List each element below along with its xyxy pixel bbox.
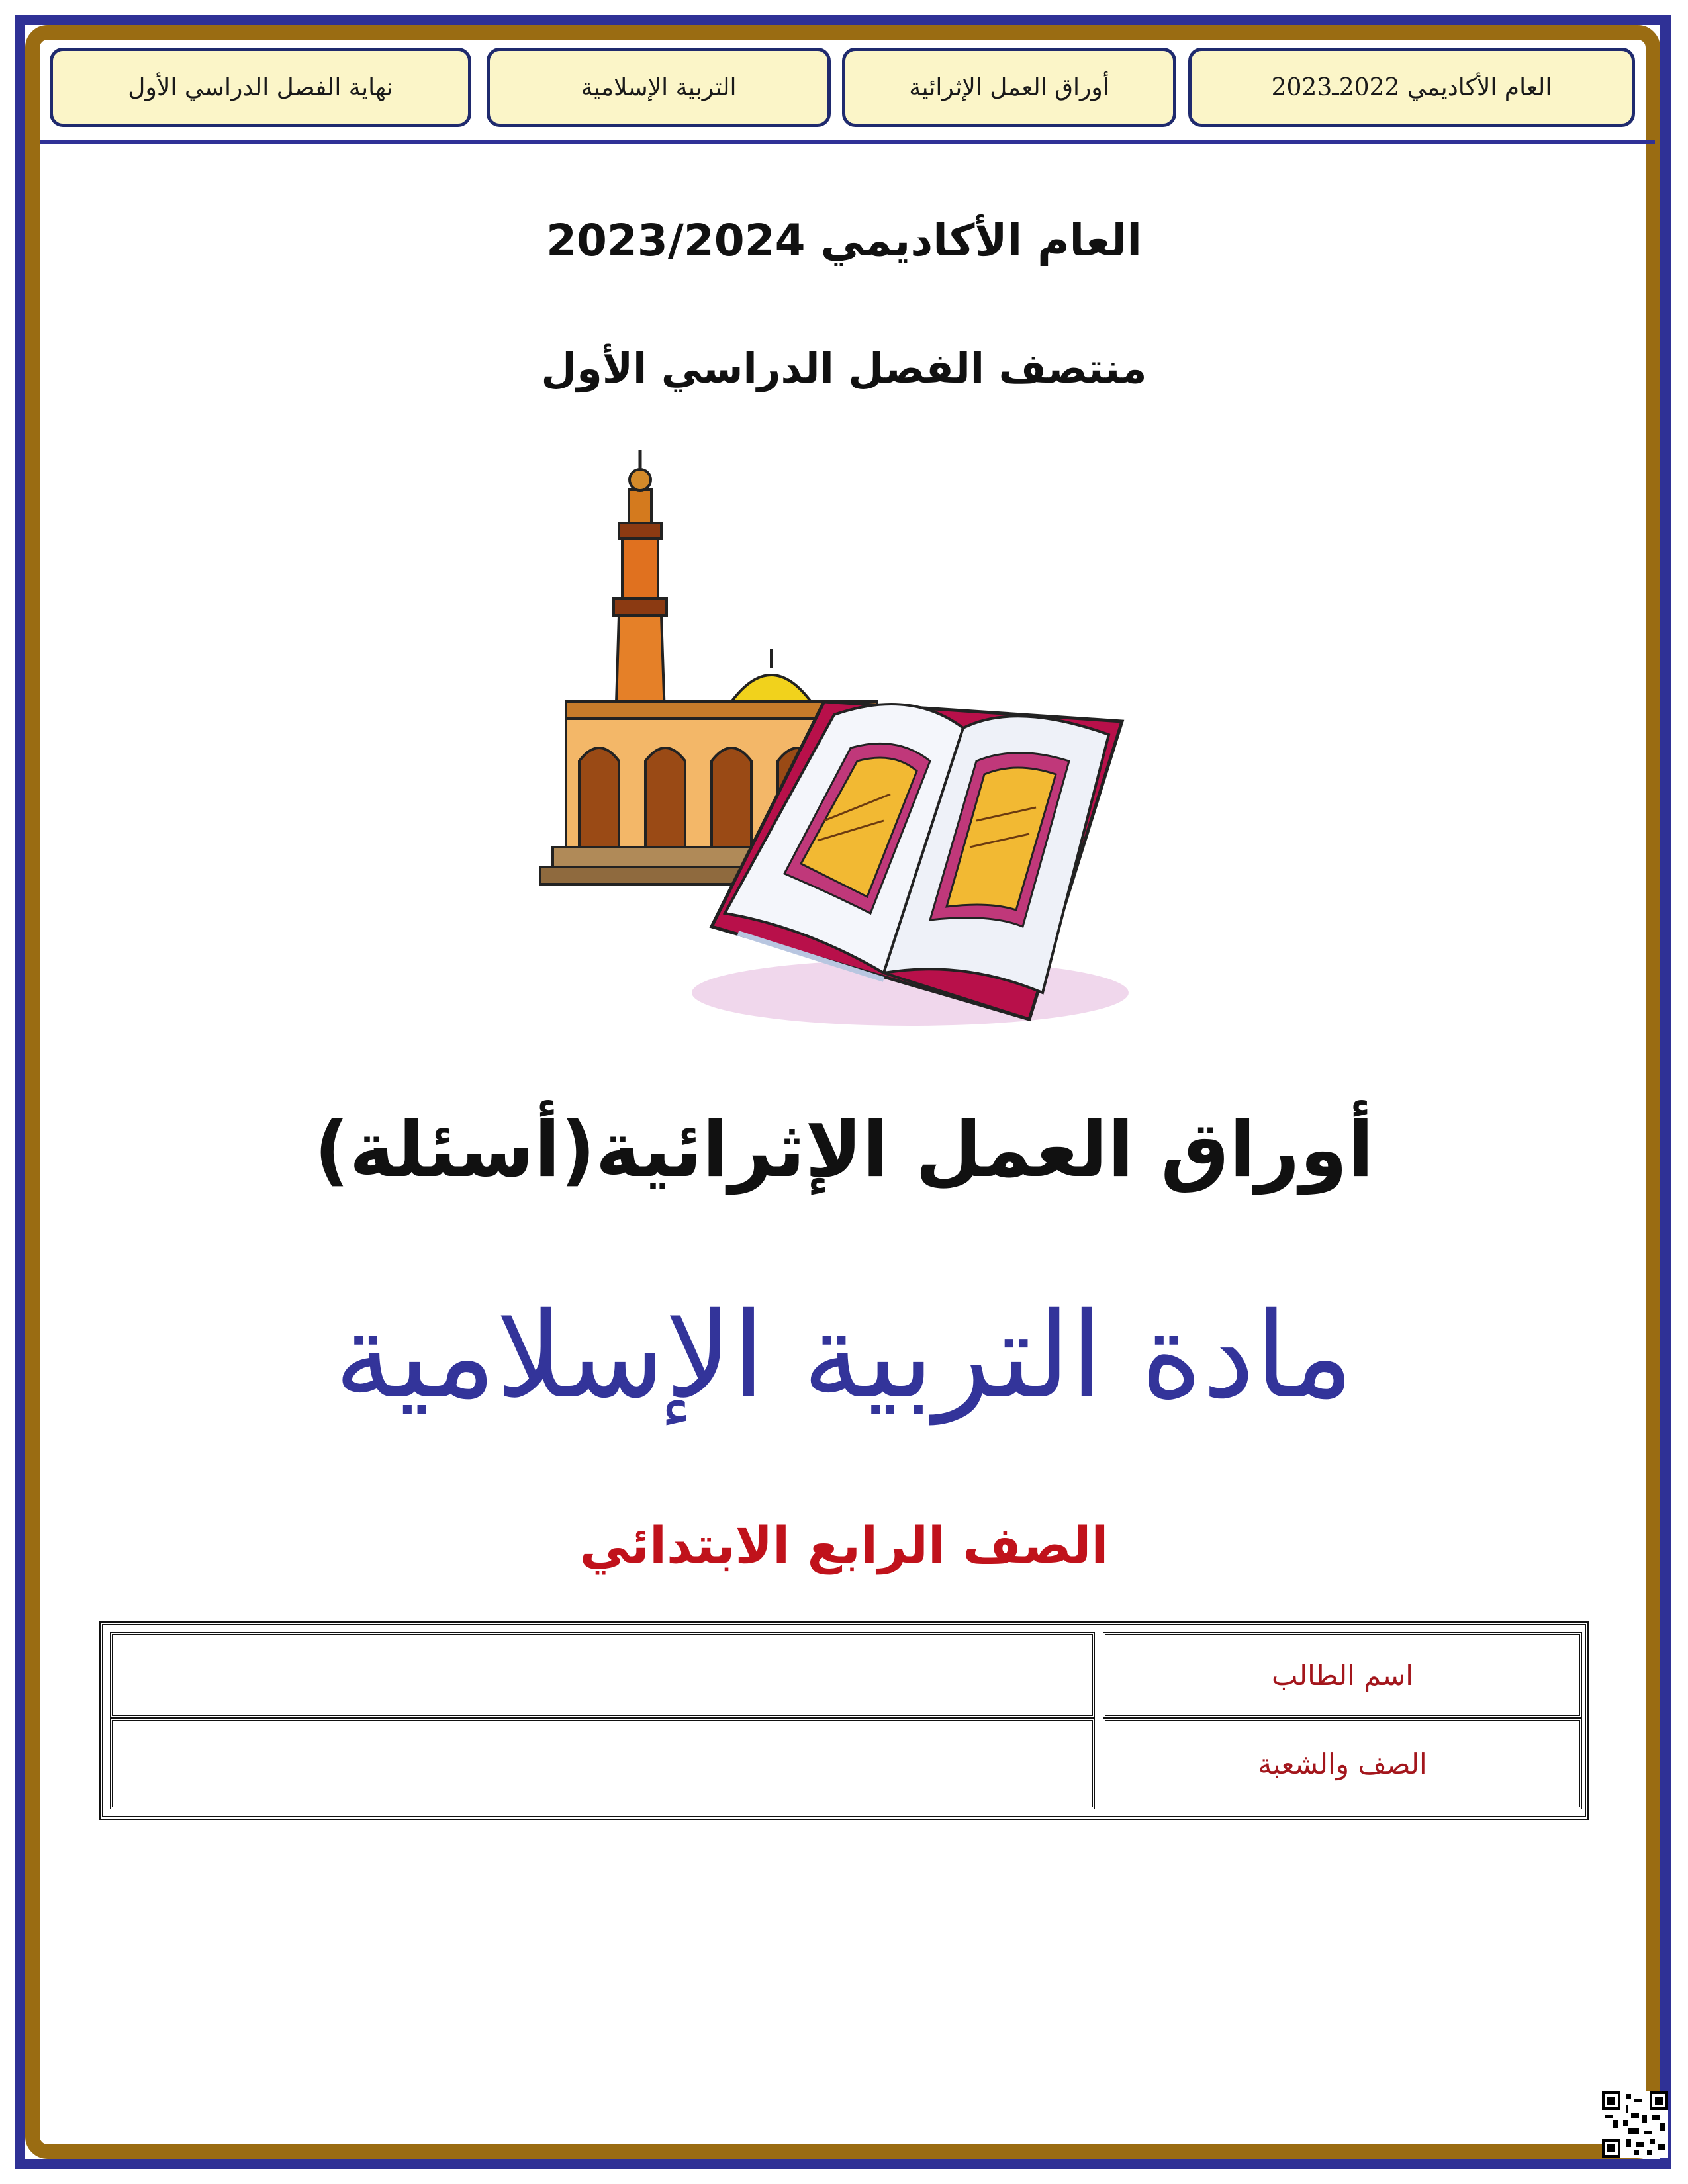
header-box-subject <box>487 48 831 127</box>
header-box-term-end <box>50 48 471 127</box>
header-term-end-text: نهاية الفصل الدراسي الأول <box>128 73 393 101</box>
student-name-label: اسم الطالب <box>1272 1659 1413 1692</box>
class-section-field[interactable] <box>110 1718 1095 1809</box>
qr-code-icon <box>1602 2091 1668 2158</box>
header-worksheets-text: أوراق العمل الإثرائية <box>909 73 1109 101</box>
header-academic-year-text: العام الأكاديمي 2022ـ2023 <box>1271 73 1552 101</box>
subject-title: مادة التربية الإسلامية <box>334 1287 1354 1424</box>
grade-title: الصف الرابع الابتدائي <box>579 1516 1109 1574</box>
worksheets-title: أوراق العمل الإثرائية(أسئلة) <box>314 1105 1374 1195</box>
class-section-label: الصف والشعبة <box>1258 1747 1427 1780</box>
header-divider <box>40 140 1655 144</box>
student-name-field[interactable] <box>110 1632 1095 1718</box>
class-section-label-cell <box>1103 1718 1582 1809</box>
student-name-label-cell <box>1103 1632 1582 1718</box>
header-box-worksheets <box>842 48 1176 127</box>
mosque-and-quran-icon <box>539 450 1139 1032</box>
academic-year-heading: العام الأكاديمي 2023/2024 <box>546 215 1142 266</box>
term-heading: منتصف الفصل الدراسي الأول <box>541 344 1147 392</box>
header-subject-text: التربية الإسلامية <box>581 73 737 101</box>
student-info-table <box>99 1621 1589 1820</box>
header-box-academic-year <box>1188 48 1635 127</box>
